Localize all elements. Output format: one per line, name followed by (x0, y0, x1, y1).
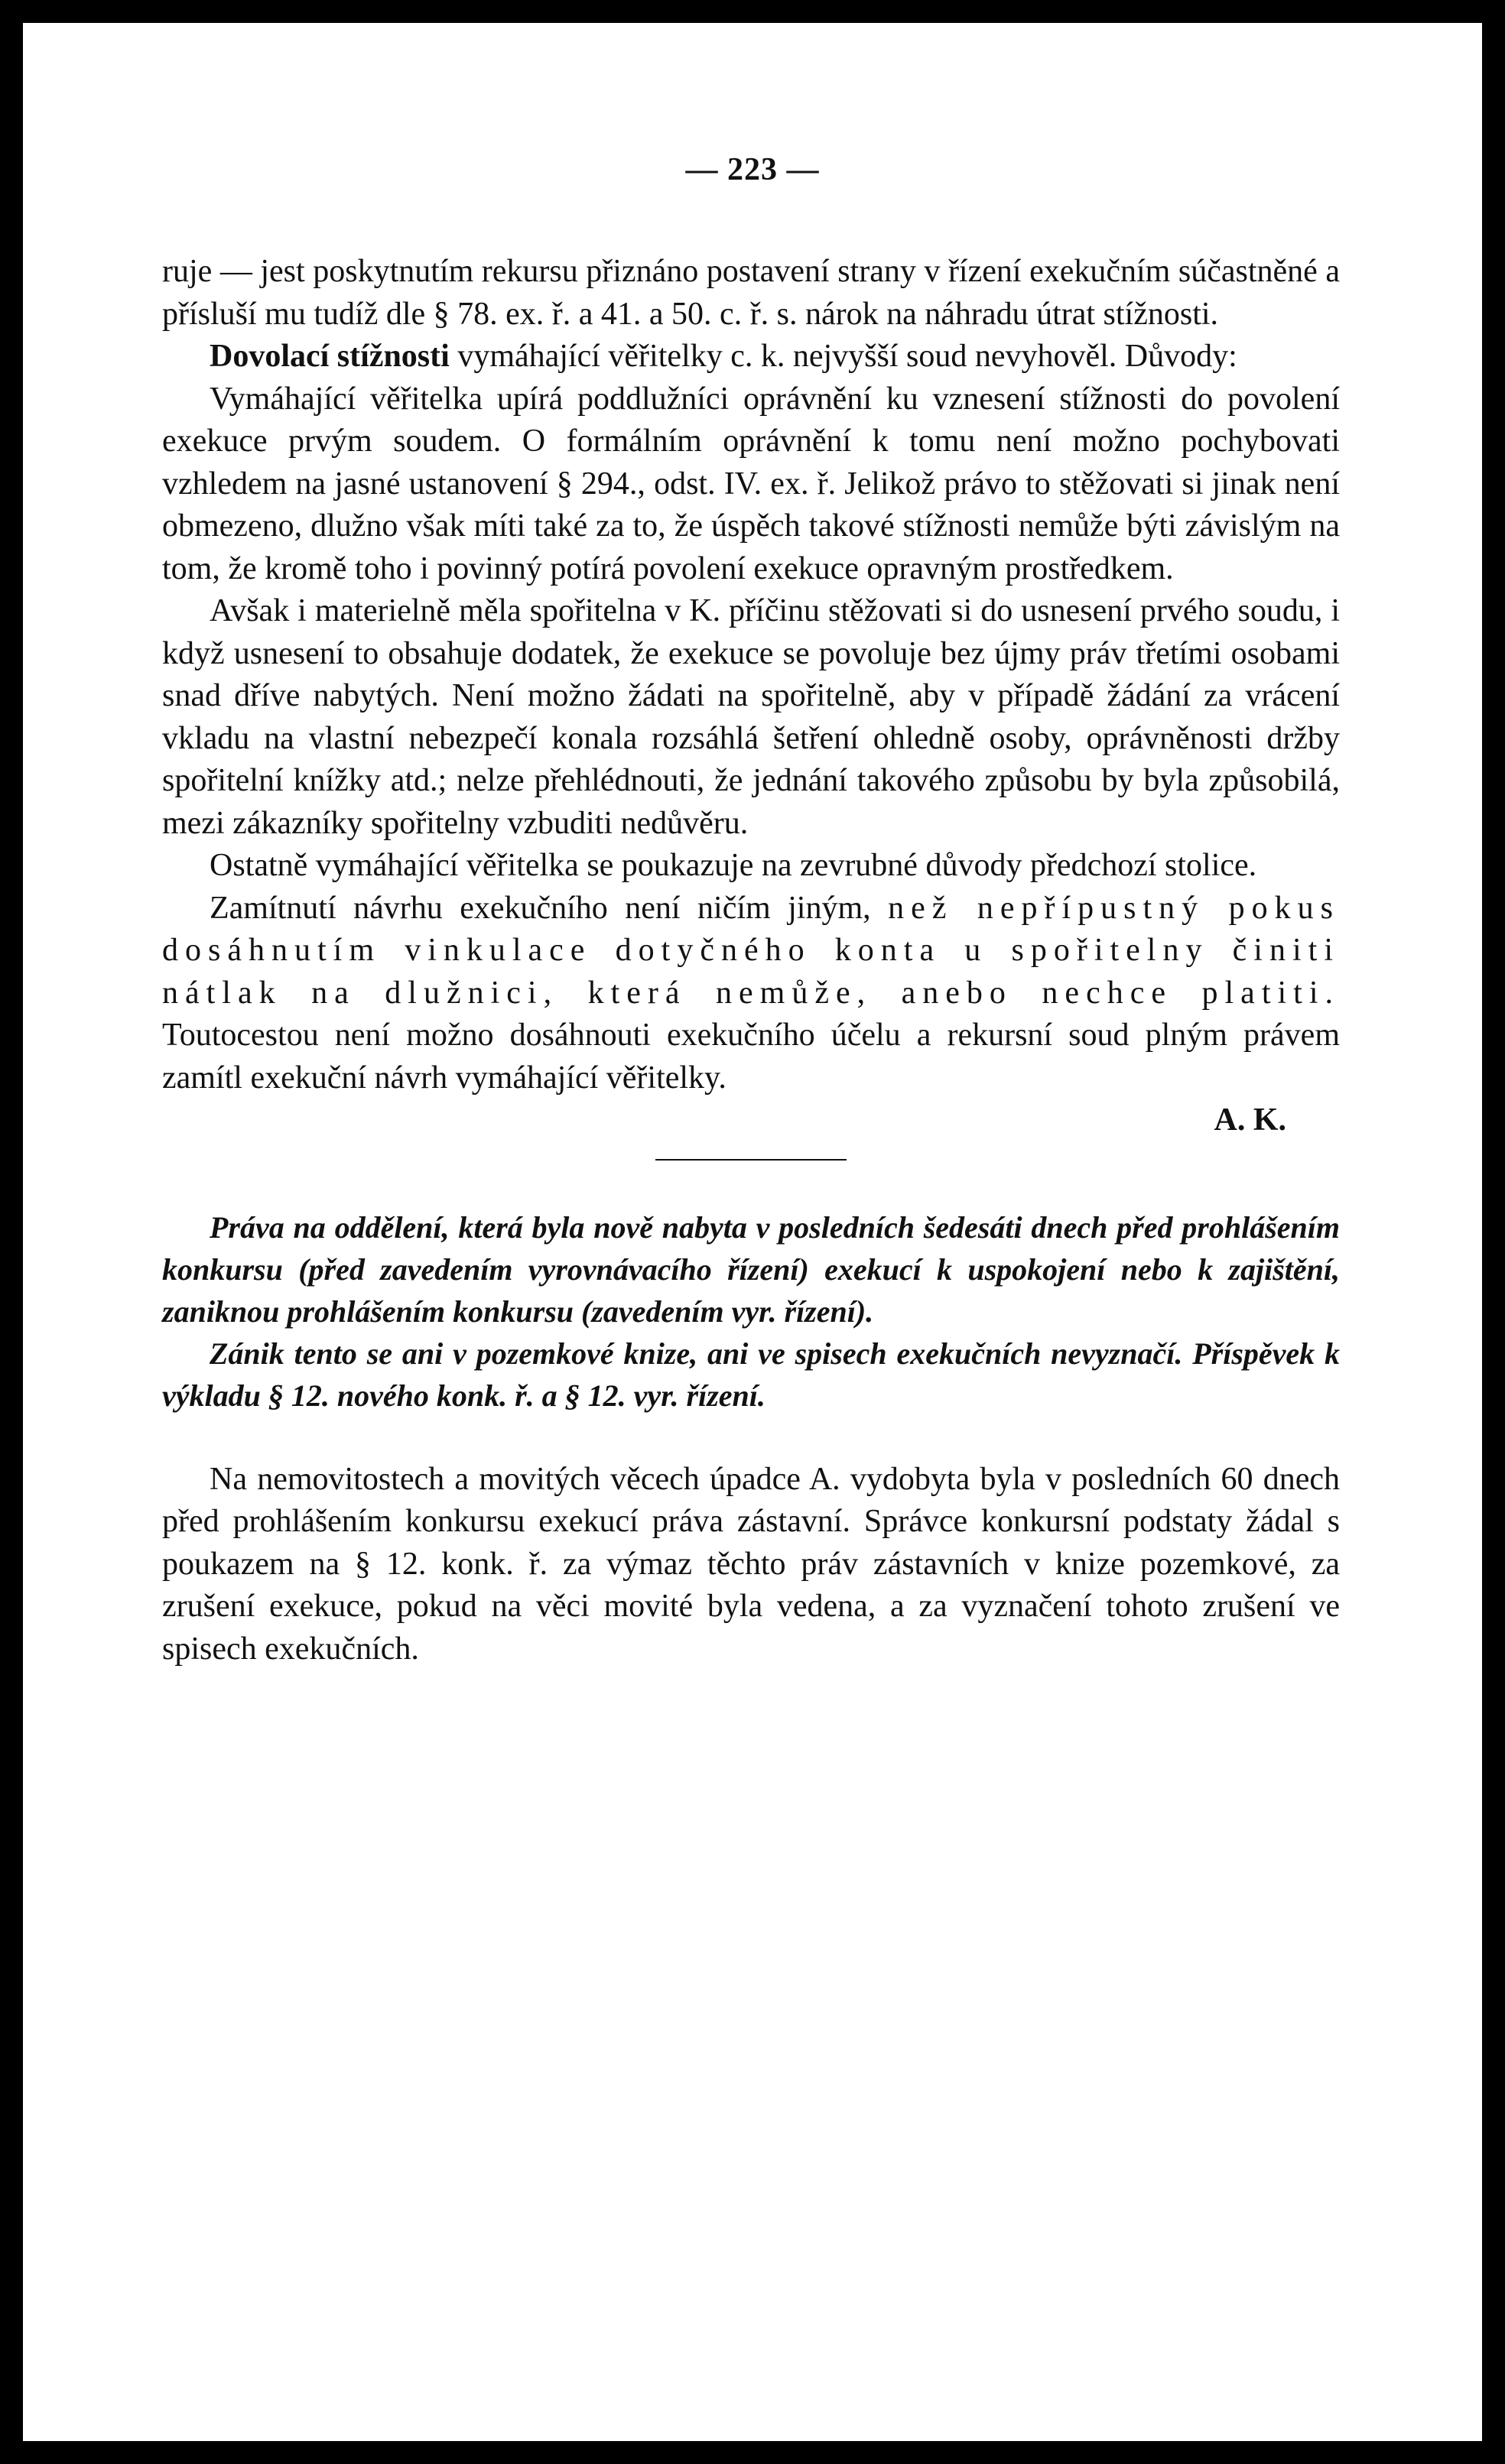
headnote-paragraph-1: Práva na oddělení, která byla nově nabyta v posledních šedesáti dnech před prohlášením konkursu (před zavedením vyrovnávacího řízení) exekucí k uspokojení nebo k zajištění, zaniknou prohlášením konkursu (zavedením vyr. řízení). (162, 1209, 1340, 1329)
section-divider (655, 1159, 847, 1161)
decision-text: vymáhající věřitelky c. k. nejvyšší soud nevyhověl. Důvody: (449, 339, 1237, 374)
page-body (162, 251, 1340, 1670)
paragraph-case-facts: Na nemovitostech a movitých věcech úpadce A. vydobyta byla v posledních 60 dnech před prohlášením konkursu exekucí práva zástavní. Správce konkursní podstaty žádal s poukazem na § 12. konk. ř. za výmaz těchto práv zástavních v knize pozemkové, za zrušení exekuce, pokud na věci movité byla vedena, a za vyznačení tohoto zrušení ve spisech exekučních. (162, 1461, 1340, 1667)
spacer (162, 1417, 1340, 1459)
reasoning-4-end: Toutocestou není možno dosáhnouti exekučního účelu a rekursní soud plným právem zamítl exekuční návrh vymáhající věřitelky. (162, 1018, 1340, 1096)
paragraph-continuation: ruje — jest poskytnutím rekursu přiznáno postavení strany v řízení exekučním súčastněné a přísluší mu tudíž dle § 78. ex. ř. a 41. a 50. c. ř. s. nárok na náhradu útrat stížnosti. (162, 254, 1340, 332)
decision-lead: Dovolací stížnosti (210, 339, 450, 374)
paragraph-reasoning-2: Avšak i materielně měla spořitelna v K. příčinu stěžovati si do usnesení prvého soudu, i když usnesení to obsahuje dodatek, že exekuce se povoluje bez újmy práv třetími osobami snad dříve nabytých. Není možno žádati na spořitelně, aby v případě žádání za vrácení vkladu na vlastní nebezpečí konala rozsáhlá šetření ohledně osoby, oprávněnosti držby spořitelní knížky atd.; nelze přehlédnouti, že jednání takového způsobu by byla způsobilá, mezi zákazníky spořitelny vzbuditi nedůvěru. (162, 593, 1340, 841)
paragraph-reasoning-3: Ostatně vymáhající věřitelka se poukazuje na zevrubné důvody předchozí stolice. (210, 848, 1257, 883)
reasoning-4-spaced: než nepřípustný pokus dosáhnutím vinkulace dotyčného konta u spořitelny činiti nátlak na dlužnici, která nemůže, anebo nechce platiti. (162, 890, 1340, 1011)
headnote (162, 1206, 1340, 1417)
paragraph-decision (162, 336, 1340, 378)
document-page (23, 23, 1482, 2441)
paragraph-reasoning-4 (162, 888, 1340, 1100)
paragraph-reasoning-1: Vymáhající věřitelka upírá poddlužníci oprávnění ku vznesení stížnosti do povolení exekuce prvým soudem. O formálním oprávnění k tomu není možno pochybovati vzhledem na jasné ustanovení § 294., odst. IV. ex. ř. Jelikož právo to stěžovati si jinak není obmezeno, dlužno však míti také za to, že úspěch takové stížnosti nemůže býti závislým na tom, že kromě toho i povinný potírá povolení exekuce opravným prostředkem. (162, 381, 1340, 586)
page-number: — 223 — (685, 152, 820, 187)
reasoning-4-start: Zamítnutí návrhu exekučního není ničím jiným, (210, 890, 889, 926)
author-signature: A. K. (1214, 1102, 1286, 1138)
headnote-paragraph-2: Zánik tento se ani v pozemkové knize, ani ve spisech exekučních nevyznačí. Příspěvek k výkladu § 12. nového konk. ř. a § 12. vyr. řízení. (162, 1336, 1340, 1413)
